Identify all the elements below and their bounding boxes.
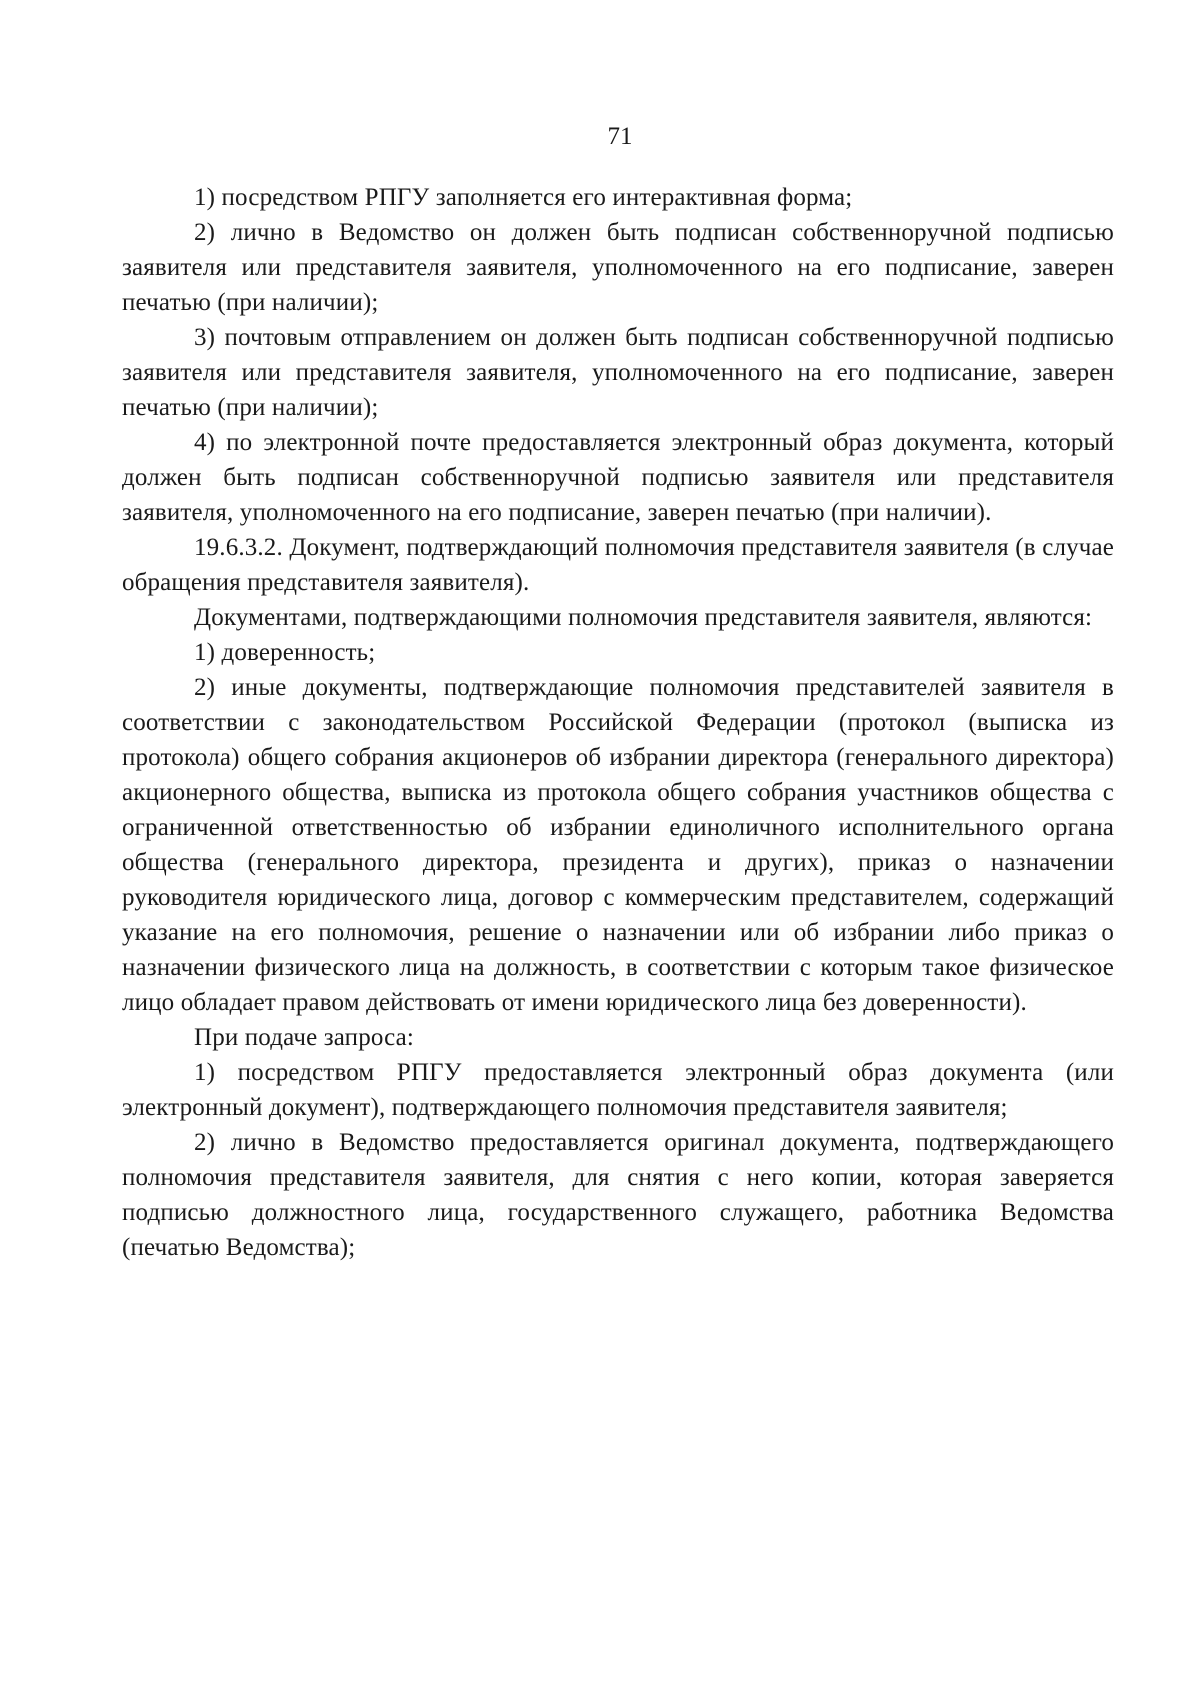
paragraph-in-person-signature: 2) лично в Ведомство он должен быть подписан собственноручной подписью заявителя или представителя заявителя, уполномоченного на его подписание, заверен печатью (при наличии); bbox=[122, 219, 1114, 316]
page-number: 71 bbox=[607, 123, 633, 150]
paragraph-documents-intro: Документами, подтверждающими полномочия представителя заявителя, являются: bbox=[194, 604, 1093, 631]
paragraph-section-19-6-3-2: 19.6.3.2. Документ, подтверждающий полномочия представителя заявителя (в случае обращения представителя заявителя). bbox=[122, 534, 1114, 596]
paragraph-postal-signature: 3) почтовым отправлением он должен быть подписан собственноручной подписью заявителя или представителя заявителя, уполномоченного на его подписание, заверен печатью (при наличии); bbox=[122, 324, 1114, 421]
paragraph-power-of-attorney: 1) доверенность; bbox=[194, 639, 376, 666]
paragraph-rpgu-electronic-document: 1) посредством РПГУ предоставляется электронный образ документа (или электронный документ), подтверждающего полномочия представителя заявителя; bbox=[122, 1059, 1114, 1121]
paragraph-other-documents: 2) иные документы, подтверждающие полномочия представителей заявителя в соответствии с законодательством Российской Федерации (протокол (выписка из протокола) общего собрания акционеров об избрании директора (генерального директора) акционерного общества, выписка из протокола общего собрания участников общества с ограниченной ответственностью об избрании единоличного исполнительного органа общества (генерального директора, президента и других), приказ о назначении руководителя юридического лица, договор с коммерческим представителем, содержащий указание на его полномочия, решение о назначении или об избрании либо приказ о назначении физического лица на должность, в соответствии с которым такое физическое лицо обладает правом действовать от имени юридического лица без доверенности). bbox=[122, 674, 1114, 1016]
paragraph-request-submission: При подаче запроса: bbox=[194, 1024, 415, 1051]
paragraph-in-person-original: 2) лично в Ведомство предоставляется оригинал документа, подтверждающего полномочия представителя заявителя, для снятия с него копии, которая заверяется подписью должностного лица, государственного служащего, работника Ведомства (печатью Ведомства); bbox=[122, 1129, 1114, 1261]
paragraph-rpgu-interactive-form: 1) посредством РПГУ заполняется его интерактивная форма; bbox=[194, 184, 853, 211]
document-body bbox=[122, 180, 1114, 1265]
paragraph-email-electronic-image: 4) по электронной почте предоставляется электронный образ документа, который должен быть подписан собственноручной подписью заявителя или представителя заявителя, уполномоченного на его подписание, заверен печатью (при наличии). bbox=[122, 429, 1114, 526]
